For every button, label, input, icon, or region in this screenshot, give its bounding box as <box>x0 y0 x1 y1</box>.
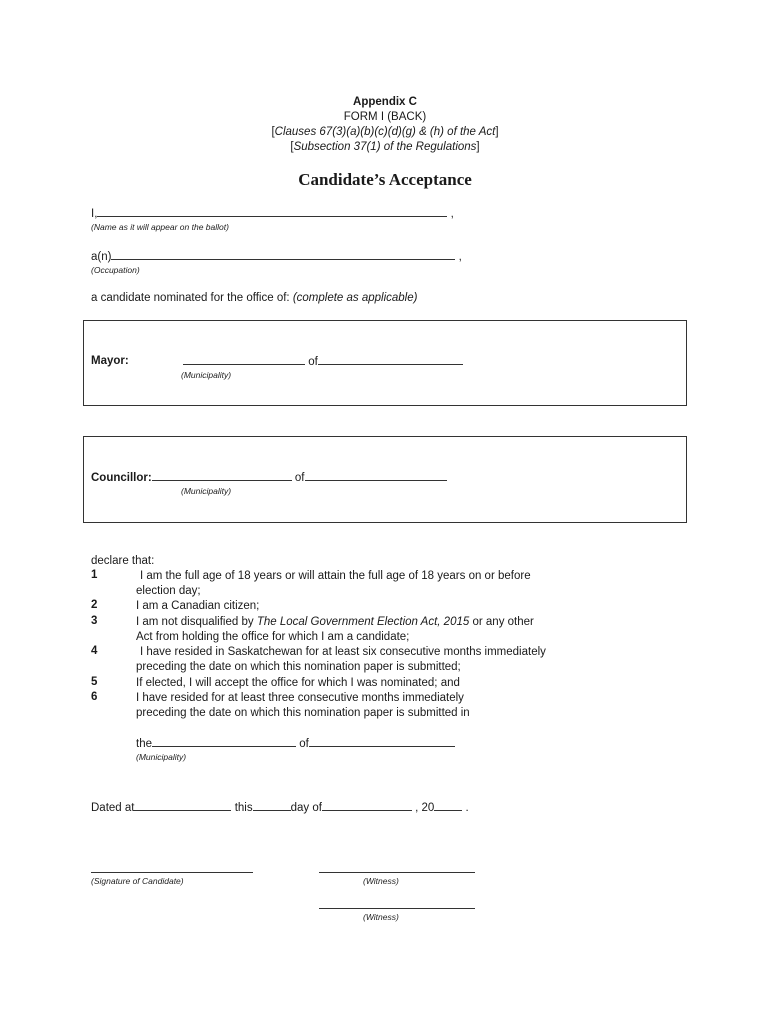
witness2-hint: (Witness) <box>363 912 399 922</box>
mayor-field[interactable] <box>183 354 463 370</box>
subsection-reference <box>0 140 770 155</box>
residence-blank-1[interactable] <box>152 736 296 747</box>
declaration-number: 6 <box>91 691 98 703</box>
councillor-municipality-blank[interactable] <box>305 470 447 481</box>
witness1-signature-line[interactable] <box>319 872 475 873</box>
dated-month-blank[interactable] <box>322 800 412 811</box>
declaration-text: Act from holding the office for which I am a candidate; <box>136 631 410 643</box>
declaration-text <box>136 615 534 630</box>
clauses-close-bracket: ] <box>495 126 499 138</box>
occupation-field[interactable] <box>91 249 462 265</box>
appendix-label: Appendix C <box>353 96 417 108</box>
dated-year-blank[interactable] <box>434 800 462 811</box>
clauses-open-bracket: [ <box>271 126 275 138</box>
dated-period: . <box>465 802 469 814</box>
subsection-open-bracket: [ <box>290 141 294 153</box>
subsection-close-bracket: ] <box>476 141 480 153</box>
name-hint: (Name as it will appear on the ballot) <box>91 222 229 232</box>
witness2-signature-line[interactable] <box>319 908 475 909</box>
act-title: The Local Government Election Act, 2015 <box>256 616 470 628</box>
declaration-text: I have resided in Saskatchewan for at least six consecutive months immediately <box>140 646 546 658</box>
occupation-suffix: , <box>458 251 462 263</box>
candidate-signature-line[interactable] <box>91 872 253 873</box>
candidate-signature-hint: (Signature of Candidate) <box>91 876 184 886</box>
councillor-name-blank[interactable] <box>152 470 292 481</box>
residence-hint: (Municipality) <box>136 752 187 762</box>
declaration-text: election day; <box>136 585 201 597</box>
declaration-text: preceding the date on which this nomination paper is submitted in <box>136 707 470 719</box>
declaration-text: preceding the date on which this nomination paper is submitted; <box>136 661 461 673</box>
dated-field[interactable] <box>91 800 469 816</box>
dated-day-blank[interactable] <box>253 800 291 811</box>
form-label: FORM I (BACK) <box>343 111 427 123</box>
witness1-hint: (Witness) <box>363 876 399 886</box>
residence-the: the <box>136 738 152 750</box>
page-title: Candidate’s Acceptance <box>298 170 472 189</box>
mayor-name-blank[interactable] <box>183 354 305 365</box>
occupation-prefix: a(n) <box>91 251 112 263</box>
mayor-municipality-hint: (Municipality) <box>181 370 232 380</box>
mayor-municipality-blank[interactable] <box>318 354 463 365</box>
residence-of: of <box>299 738 309 750</box>
name-field[interactable] <box>91 206 454 222</box>
residence-blank-2[interactable] <box>309 736 455 747</box>
declaration-text: I have resided for at least three consecutive months immediately <box>136 692 464 704</box>
councillor-label: Councillor: <box>91 472 152 484</box>
office-hint: (complete as applicable) <box>292 292 418 304</box>
councillor-field[interactable] <box>91 470 447 486</box>
occupation-blank[interactable] <box>111 249 455 260</box>
dated-day-of: day of <box>290 802 322 814</box>
dated-at: Dated at <box>91 802 135 814</box>
office-line <box>91 291 417 306</box>
declare-label: declare that: <box>91 555 155 567</box>
councillor-municipality-hint: (Municipality) <box>181 486 232 496</box>
declaration-number: 2 <box>91 599 98 611</box>
declaration-text: I am a Canadian citizen; <box>136 600 260 612</box>
name-suffix: , <box>450 208 454 220</box>
dated-year-prefix: , 20 <box>415 802 435 814</box>
declaration-number: 1 <box>91 569 98 581</box>
name-prefix: I, <box>91 208 98 220</box>
clauses-text: Clauses 67(3)(a)(b)(c)(d)(g) & (h) of the Act <box>274 126 496 138</box>
mayor-of: of <box>308 356 318 368</box>
declaration-text: If elected, I will accept the office for which I was nominated; and <box>136 677 460 689</box>
office-text: a candidate nominated for the office of: <box>91 292 293 304</box>
declaration-text-part: I am not disqualified by <box>136 616 257 628</box>
declaration-number: 4 <box>91 645 98 657</box>
occupation-hint: (Occupation) <box>91 265 140 275</box>
declaration-text-part: or any other <box>469 616 534 628</box>
dated-this: this <box>234 802 253 814</box>
declaration-text: I am the full age of 18 years or will attain the full age of 18 years on or before <box>140 570 531 582</box>
clauses-reference <box>0 125 770 140</box>
declaration-number: 5 <box>91 676 98 688</box>
residence-field[interactable] <box>136 736 455 752</box>
mayor-label: Mayor: <box>91 355 129 367</box>
declaration-number: 3 <box>91 615 98 627</box>
subsection-text: Subsection 37(1) of the Regulations <box>293 141 477 153</box>
name-blank[interactable] <box>97 206 447 217</box>
councillor-of: of <box>294 472 305 484</box>
dated-place-blank[interactable] <box>134 800 231 811</box>
